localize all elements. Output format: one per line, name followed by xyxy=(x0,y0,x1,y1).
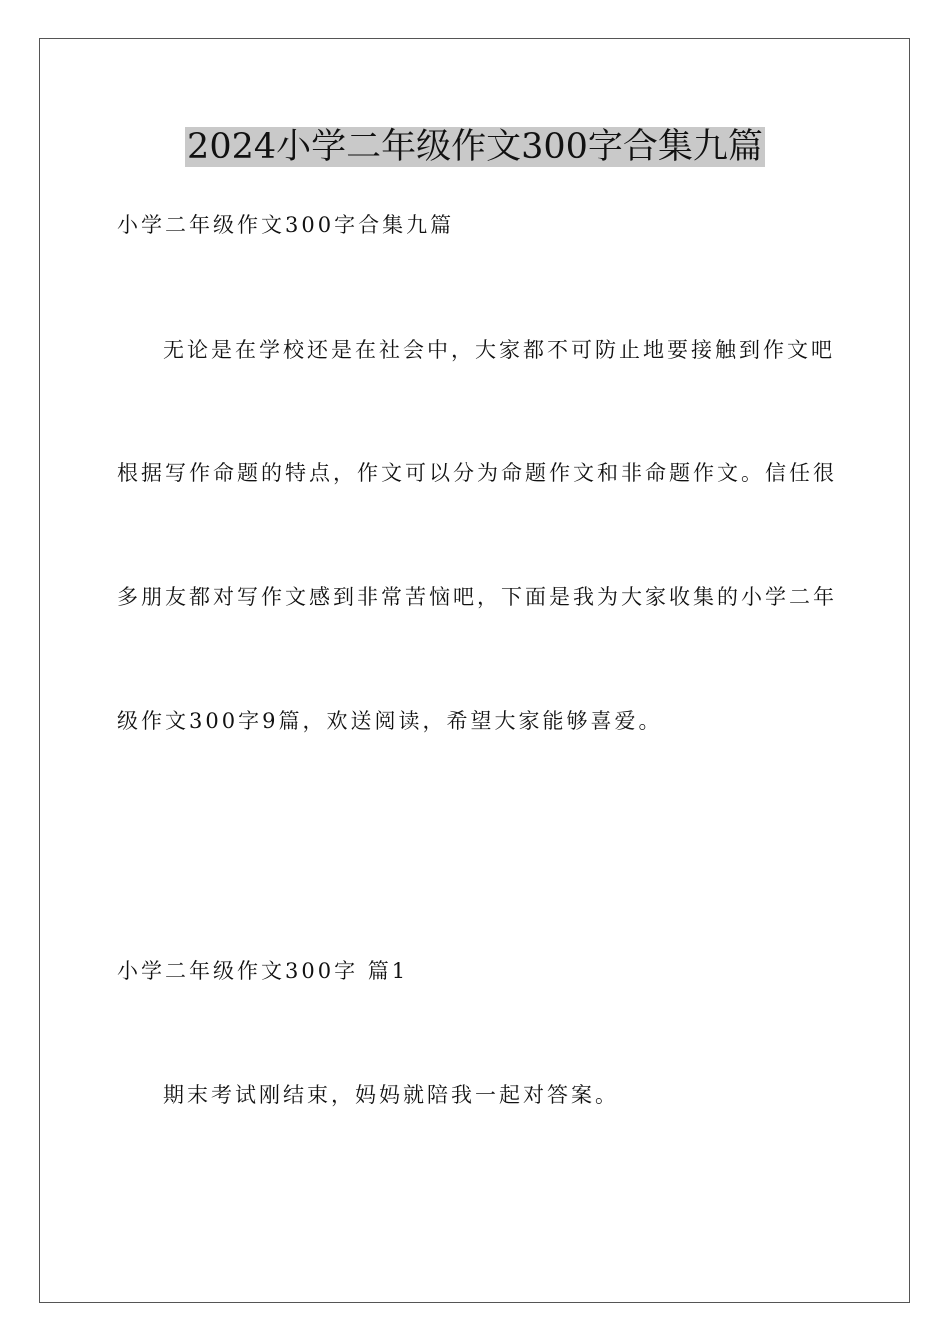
document-title-text: 2024小学二年级作文300字合集九篇 xyxy=(187,127,763,167)
intro-line: 多朋友都对写作文感到非常苦恼吧，下面是我为大家收集的小学二年 xyxy=(117,585,837,609)
intro-line: 无论是在学校还是在社会中，大家都不可防止地要接触到作文吧 xyxy=(163,338,835,362)
intro-line: 级作文300字9篇，欢送阅读，希望大家能够喜爱。 xyxy=(117,709,663,733)
intro-line: 根据写作命题的特点，作文可以分为命题作文和非命题作文。信任很 xyxy=(117,461,837,485)
document-subtitle: 小学二年级作文300字合集九篇 xyxy=(117,213,455,237)
section-line: 期末考试刚结束，妈妈就陪我一起对答案。 xyxy=(163,1083,619,1107)
section-heading: 小学二年级作文300字 篇1 xyxy=(117,959,409,983)
document-title xyxy=(0,126,950,168)
